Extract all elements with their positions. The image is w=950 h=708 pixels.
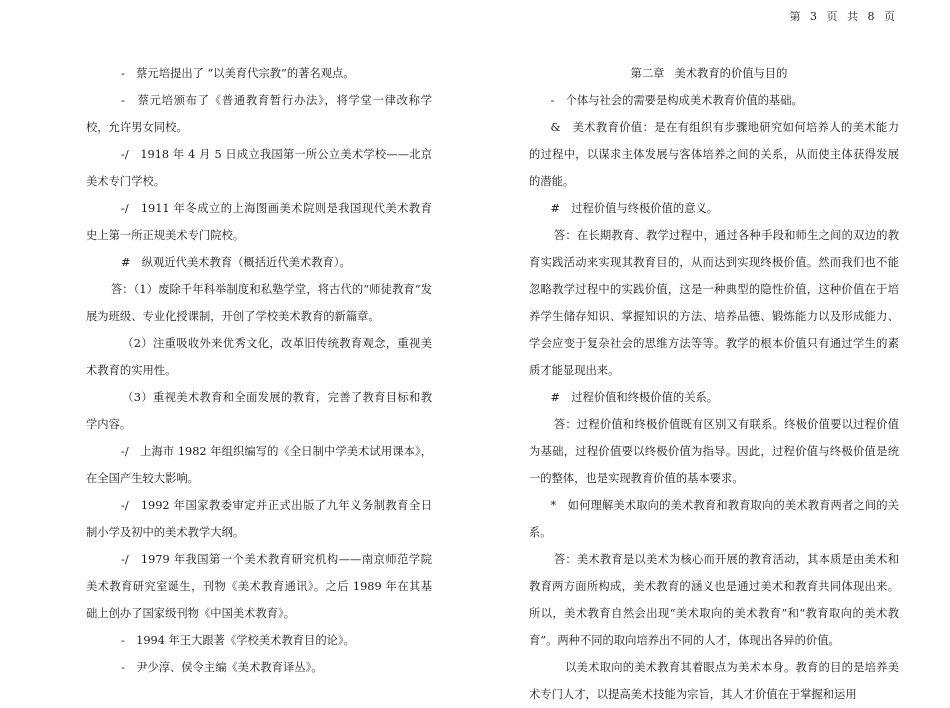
question-heading: * 如何理解美术取向的美术教育和教育取向的美术教育两者之间的关系。 — [529, 499, 899, 539]
note-item: -/ 1979 年我国第一个美术教育研究机构——南京师范学院美术教育研究室诞生，刊物《美术教育通讯》。之后 1989 年在其基础上创办了国家级刊物《中国美术教育》。 — [86, 553, 432, 620]
question-heading: # 过程价值和终极价值的关系。 — [550, 391, 719, 404]
note-item: - 蔡元培提出了 “以美育代宗教”的著名观点。 — [121, 67, 355, 80]
note-item: - 尹少淳、侯令主编《美术教育译丛》。 — [121, 661, 323, 674]
chapter-heading — [529, 60, 899, 87]
note-item: -/ 1911 年冬成立的上海图画美术院则是我国现代美术教育史上第一所正规美术专门院校。 — [86, 202, 432, 242]
answer-paragraph: （3）重视美术教育和全面发展的教育，完善了教育目标和教学内容。 — [86, 391, 432, 431]
note-item: - 个体与社会的需要是构成美术教育价值的基础。 — [550, 94, 803, 107]
answer-paragraph: 答：（1）废除千年科举制度和私塾学堂，将古代的“师徒教育”发展为班级、专业化授课制，开创了学校美术教育的新篇章。 — [86, 283, 432, 323]
note-item: -/ 1918 年 4 月 5 日成立我国第一所公立美术学校——北京美术专门学校。 — [86, 148, 432, 188]
note-item: -/ 1992 年国家教委审定并正式出版了九年义务制教育全日制小学及初中的美术教学大纲。 — [86, 499, 432, 539]
question-heading: # 过程价值与终极价值的意义。 — [550, 202, 719, 215]
answer-paragraph: 答：美术教育是以美术为核心而开展的教育活动，其本质是由美术和教育两方面所构成，美术教育的涵义也是通过美术和教育共同体现出来。所以，美术教育自然会出现“美术取向的美术教育”和“教育取向的美术教育”。两种不同的取向培养出不同的人才，体现出各异的价值。 — [529, 553, 899, 647]
body-paragraph: 以美术取向的美术教育其着眼点为美术本身。教育的目的是培养美术专门人才，以提高美术技能为宗旨，其人才价值在于掌握和运用 — [529, 661, 899, 701]
answer-paragraph: 答：在长期教育、教学过程中，通过各种手段和师生之间的双边的教育实践活动来实现其教育目的，从而达到实现终极价值。然而我们也不能忽略教学过程中的实践价值，这是一种典型的隐性价值，这种价值在于培养学生储存知识、掌握知识的方法、培养品德、锻炼能力以及形成能力、学会应变于复杂社会的思维方法等等。教学的根本价值只有通过学生的素质才能显现出来。 — [529, 229, 899, 377]
page-number: 第 3 页 共 8 页 — [789, 10, 898, 23]
note-item: - 蔡元培颁布了《普通教育暂行办法》，将学堂一律改称学校，允许男女同校。 — [86, 94, 432, 134]
definition-paragraph: & 美术教育价值：是在有组织有步骤地研究如何培养人的美术能力的过程中，以谋求主体发展与客体培养之间的关系，从而使主体获得发展的潜能。 — [529, 121, 899, 188]
note-item: -/ 上海市 1982 年组织编写的《全日制中学美术试用课本》，在全国产生较大影响。 — [86, 445, 432, 485]
answer-paragraph: 答：过程价值和终极价值既有区别又有联系。终极价值要以过程价值为基础，过程价值要以终极价值为指导。因此，过程价值与终极价值是统一的整体，也是实现教育价值的基本要求。 — [529, 418, 899, 485]
note-item: - 1994 年王大跟著《学校美术教育目的论》。 — [121, 634, 355, 647]
answer-paragraph: （2）注重吸收外来优秀文化，改革旧传统教育观念，重视美术教育的实用性。 — [86, 337, 432, 377]
right-column — [529, 60, 899, 708]
chapter-title: 美术教育的价值与目的 — [674, 67, 788, 80]
chapter-number: 第二章 — [630, 67, 665, 80]
question-heading: # 纵观近代美术教育（概括近代美术教育）。 — [121, 256, 351, 269]
left-column — [86, 60, 432, 681]
